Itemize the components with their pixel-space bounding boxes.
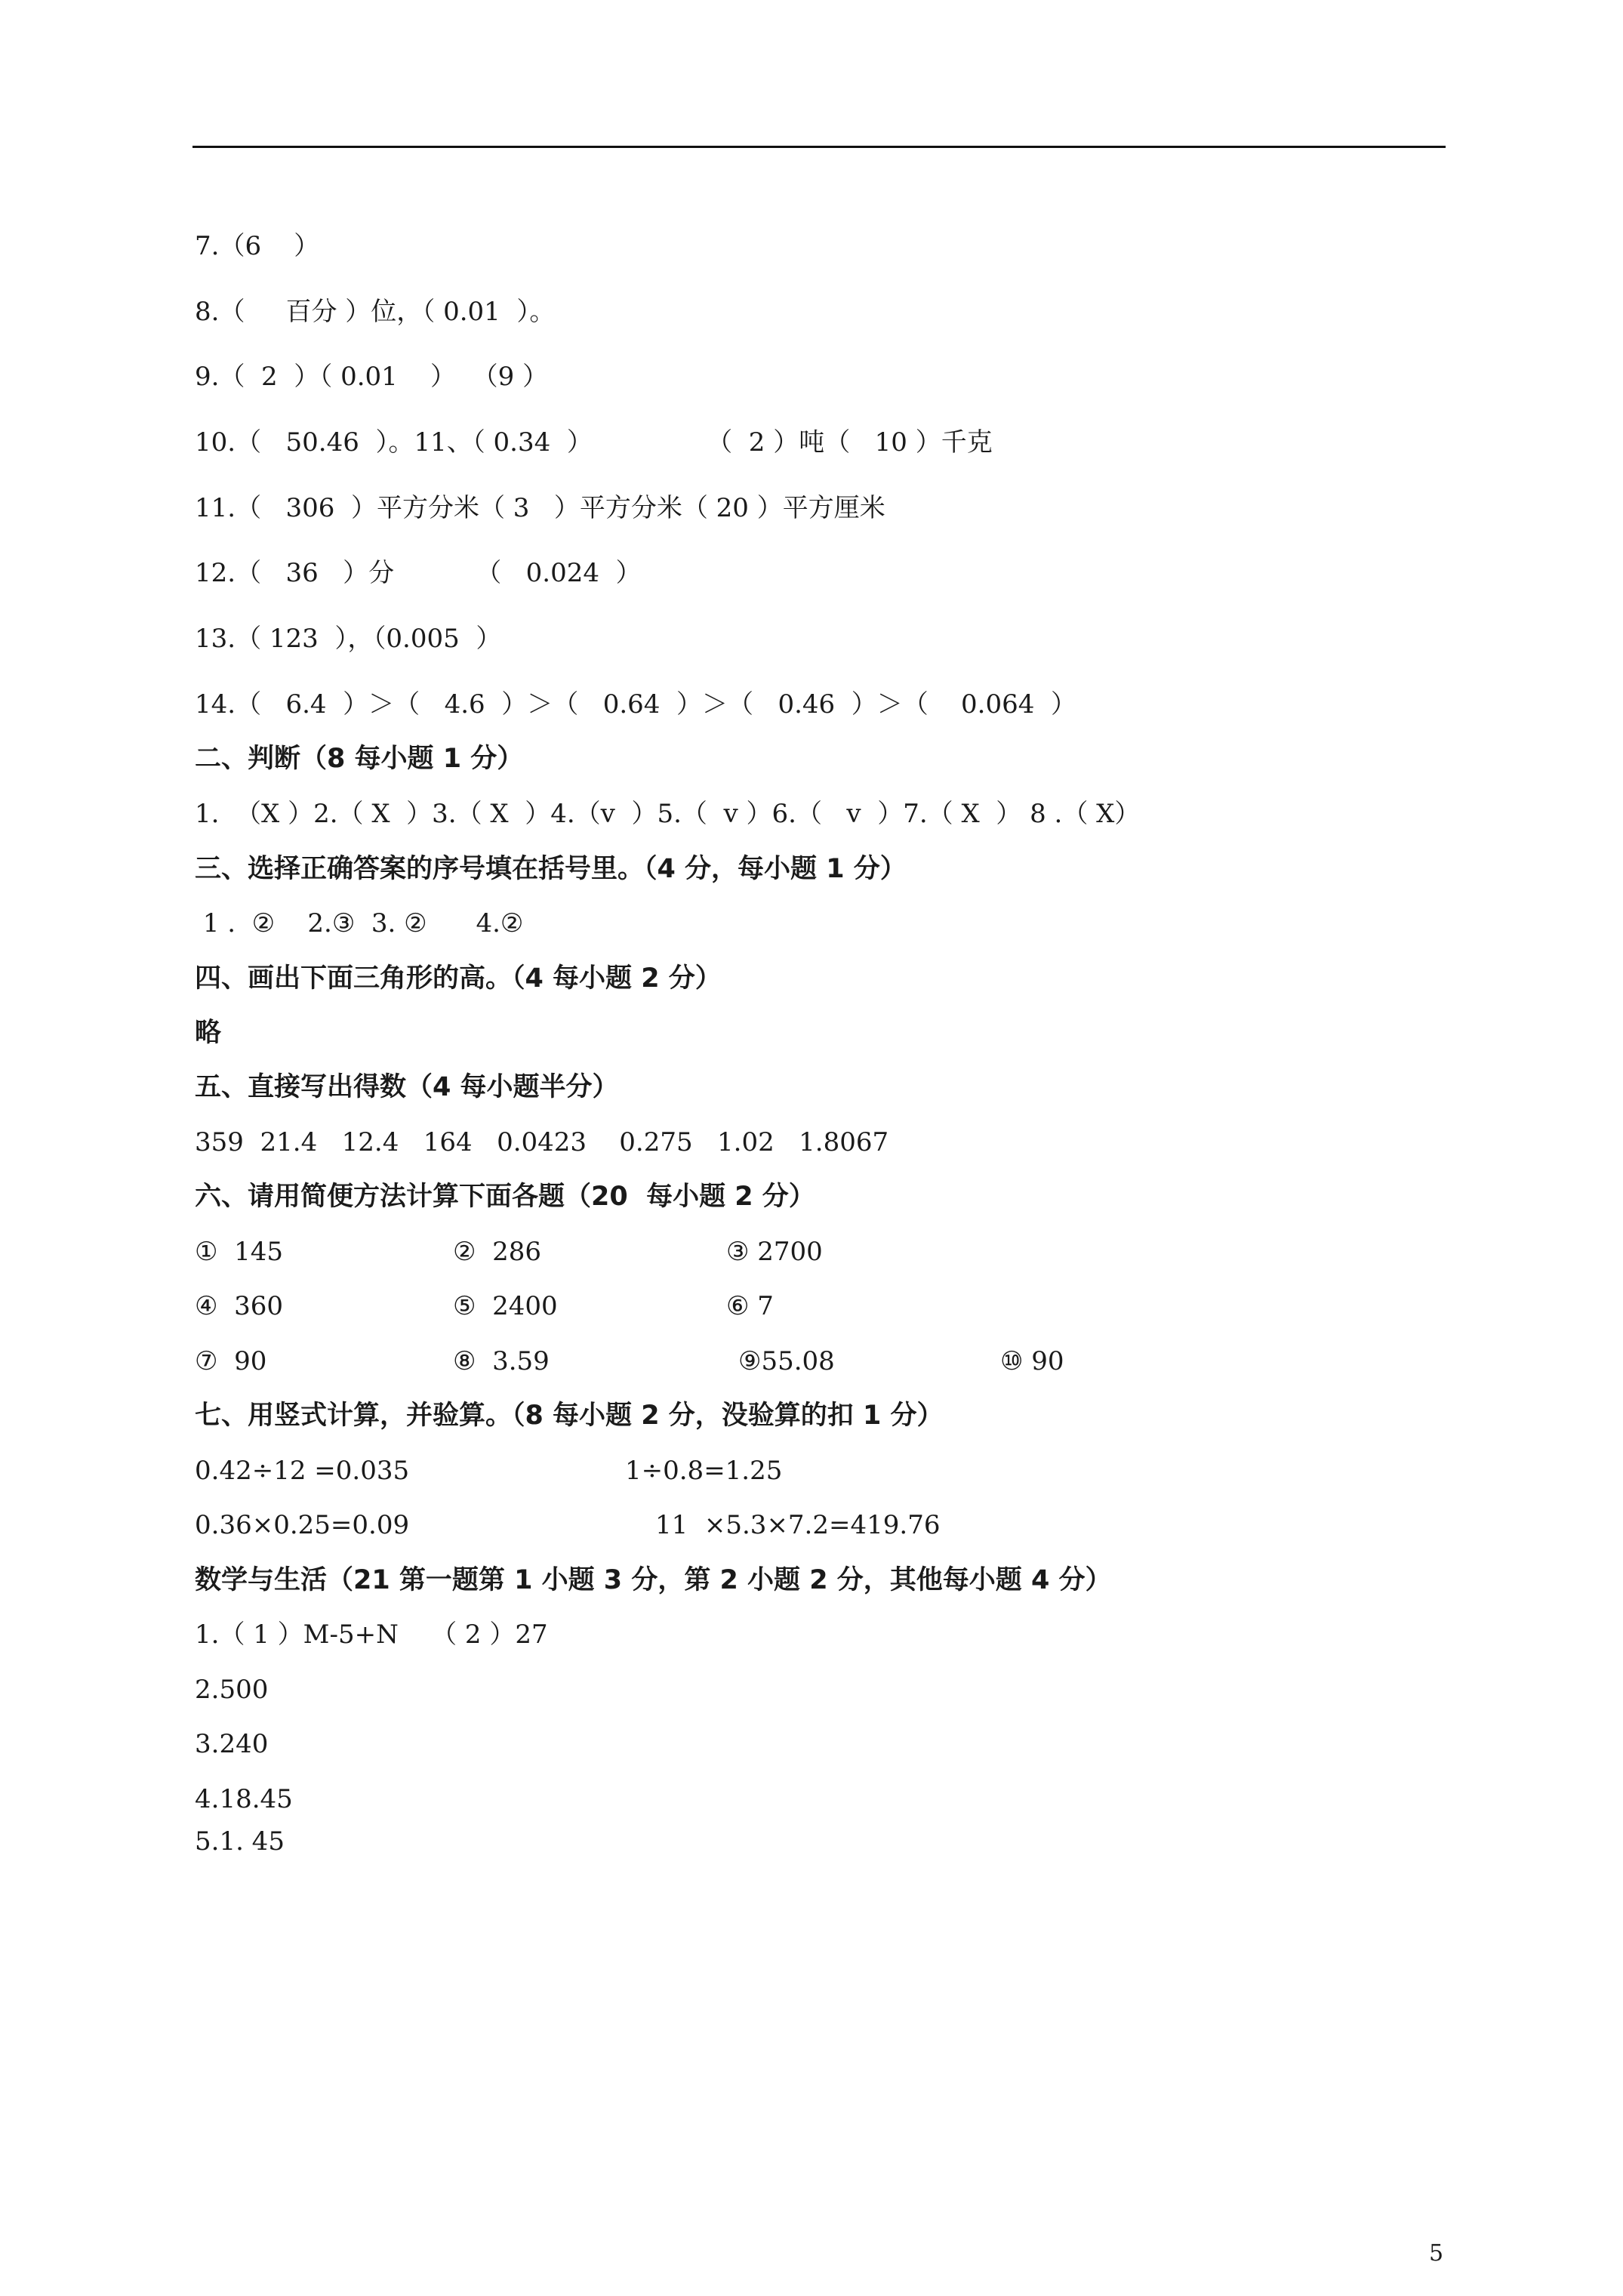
answer-line-8: 8.（ 百分 ）位，（ 0.01 ）。 [195,297,556,327]
answer-line-11: 11.（ 306 ）平方分米（ 3 ）平方分米（ 20 ）平方厘米 [195,493,885,523]
section-7-item: 11 ×5.3×7.2=419.76 [655,1510,941,1540]
section-5-answers: 359 21.4 12.4 164 0.0423 0.275 1.02 1.8067 [195,1127,889,1157]
section-8-title: 数学与生活（21 第一题第 1 小题 3 分，第 2 小题 2 分，其他每小题 4 分） [195,1565,1112,1595]
section-2-title: 二、判断（8 每小题 1 分） [195,744,524,774]
section-8-answer: 4.18.45 [195,1784,293,1814]
answer-line-12: 12.（ 36 ）分 （ 0.024 ） [195,558,642,588]
section-6-item: ⑩ 90 [1000,1346,1064,1376]
section-6-item: ① 145 [195,1237,283,1267]
section-6-title: 六、请用简便方法计算下面各题（20 每小题 2 分） [195,1182,815,1212]
answer-line-9: 9.（ 2 ）（ 0.01 ） （9 ） [195,362,549,392]
section-4-title: 四、画出下面三角形的高。（4 每小题 2 分） [195,963,722,994]
section-8-answer: 2.500 [195,1675,269,1705]
section-5-title: 五、直接写出得数（4 每小题半分） [195,1072,619,1102]
section-7-title: 七、用竖式计算，并验算。（8 每小题 2 分，没验算的扣 1 分） [195,1401,944,1431]
header-rule [192,146,1446,148]
section-6-item: ② 286 [453,1237,541,1267]
section-6-item: ⑨55.08 [738,1346,835,1376]
answer-line-14: 14.（ 6.4 ）＞（ 4.6 ）＞（ 0.64 ）＞（ 0.46 ）＞（ 0.064 ） [195,689,1076,720]
section-7-item: 1÷0.8=1.25 [625,1456,783,1486]
section-6-item: ⑥ 7 [726,1291,774,1321]
section-7-item: 0.36×0.25=0.09 [195,1510,410,1540]
page-number: 5 [1429,2240,1444,2267]
answer-line-10: 10.（ 50.46 ）。11、（ 0.34 ） （ 2 ）吨（ 10 ）千克 [195,427,993,458]
section-7-item: 0.42÷12 =0.035 [195,1456,410,1486]
section-4-answer: 略 [195,1018,222,1048]
section-6-item: ⑦ 90 [195,1346,267,1376]
answer-line-7: 7.（6 ） [195,231,320,261]
section-6-item: ③ 2700 [726,1237,823,1267]
section-8-answer: 3.240 [195,1729,269,1759]
section-6-item: ④ 360 [195,1291,283,1321]
section-6-item: ⑧ 3.59 [453,1346,550,1376]
section-2-answers: 1. （X ）2.（ X ）3.（ X ）4.（v ）5.（ v ）6.（ v ）7.（ X ） 8 .（ X） [195,799,1141,829]
section-6-item: ⑤ 2400 [453,1291,558,1321]
section-8-answer: 5.1. 45 [195,1826,285,1857]
section-3-title: 三、选择正确答案的序号填在括号里。（4 分，每小题 1 分） [195,854,907,884]
answer-line-13: 13.（ 123 ），（0.005 ） [195,624,502,654]
section-8-answer: 1.（ 1 ）M-5+N （ 2 ）27 [195,1620,548,1650]
section-3-answers: 1 . ② 2.③ 3. ② 4.② [195,908,524,938]
